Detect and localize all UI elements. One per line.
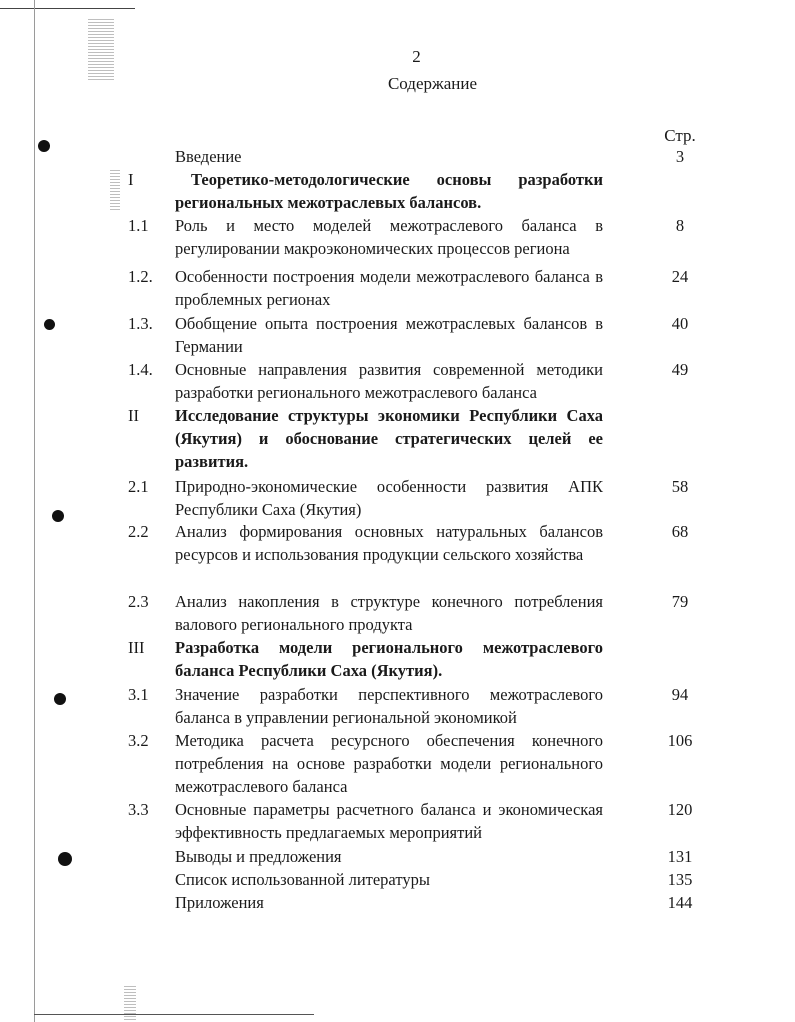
toc-entry-title: Значение разработки перспективного межотраслевого баланса в управлении региональной экономикой <box>175 685 603 727</box>
toc-entry-page: 3 <box>675 147 685 166</box>
toc-entry-page: 49 <box>671 360 689 379</box>
toc-entry-title: Природно-экономические особенности развития АПК Республики Саха (Якутия) <box>175 477 603 519</box>
toc-entry-title: Исследование структуры экономики Республики Саха (Якутия) и обоснование стратегических целей ее развития. <box>175 406 603 471</box>
toc-entry-title: Обобщение опыта построения межотраслевых балансов в Германии <box>175 314 603 356</box>
toc-entry-page: 94 <box>671 685 689 704</box>
toc-entry-number: III <box>128 638 145 657</box>
toc-entry-title: Особенности построения модели межотраслевого баланса в проблемных регионах <box>175 267 603 309</box>
toc-entry-page: 40 <box>671 314 689 333</box>
toc-entry-number: 1.3. <box>128 314 153 333</box>
ink-blot <box>38 140 50 152</box>
toc-entry-number: 3.2 <box>128 731 149 750</box>
toc-entry-page: 106 <box>667 731 693 750</box>
toc-entry-page: 8 <box>675 216 685 235</box>
toc-entry-page: 58 <box>671 477 689 496</box>
scan-noise <box>110 170 120 210</box>
scan-edge-bottom <box>34 1014 314 1015</box>
toc-entry-number: II <box>128 406 139 425</box>
toc-entry-number: 3.1 <box>128 685 149 704</box>
toc-entry-number: 1.4. <box>128 360 153 379</box>
ink-blot <box>58 852 72 866</box>
toc-entry-number: 1.2. <box>128 267 153 286</box>
toc-entry-page: 79 <box>671 592 689 611</box>
toc-entry-title: Анализ формирования основных натуральных балансов ресурсов и использования продукции сельского хозяйства <box>175 522 603 564</box>
toc-title: Содержание <box>387 74 478 93</box>
toc-entry-number: 2.3 <box>128 592 149 611</box>
toc-entry-title: Основные направления развития современной методики разработки регионального межотраслевого баланса <box>175 360 603 402</box>
scan-noise <box>124 985 136 1020</box>
toc-entry-number: 2.2 <box>128 522 149 541</box>
toc-entry-number: 3.3 <box>128 800 149 819</box>
ink-blot <box>54 693 66 705</box>
page-number: 2 <box>412 47 421 66</box>
toc-entry-page: 131 <box>667 847 693 866</box>
toc-entry-title: Приложения <box>175 893 264 912</box>
toc-entry-number: 1.1 <box>128 216 149 235</box>
toc-entry-title: Разработка модели регионального межотраслевого баланса Республики Саха (Якутия). <box>175 638 603 680</box>
toc-entry-title: Методика расчета ресурсного обеспечения конечного потребления на основе разработки модели регионального межотраслевого баланса <box>175 731 603 796</box>
toc-entry-title: Список использованной литературы <box>175 870 430 889</box>
toc-entry-title: Теоретико-методологические основы разработки региональных межотраслевых балансов. <box>175 170 603 212</box>
pages-column-header: Стр. <box>664 126 696 145</box>
toc-entry-title: Выводы и предложения <box>175 847 342 866</box>
toc-entry-page: 24 <box>671 267 689 286</box>
toc-entry-title: Анализ накопления в структуре конечного потребления валового регионального продукта <box>175 592 603 634</box>
toc-entry-page: 68 <box>671 522 689 541</box>
toc-entry-title: Роль и место моделей межотраслевого баланса в регулировании макроэкономических процессов региона <box>175 216 603 258</box>
toc-entry-number: 2.1 <box>128 477 149 496</box>
scan-edge-top <box>0 8 135 9</box>
toc-entry-number: I <box>128 170 134 189</box>
ink-blot <box>52 510 64 522</box>
toc-entry-title: Основные параметры расчетного баланса и экономическая эффективность предлагаемых мероприятий <box>175 800 603 842</box>
ink-blot <box>44 319 55 330</box>
toc-entry-page: 135 <box>667 870 693 889</box>
toc-entry-page: 120 <box>667 800 693 819</box>
scan-edge-left <box>34 0 35 1022</box>
toc-entry-page: 144 <box>667 893 693 912</box>
toc-entry-title: Введение <box>175 147 242 166</box>
